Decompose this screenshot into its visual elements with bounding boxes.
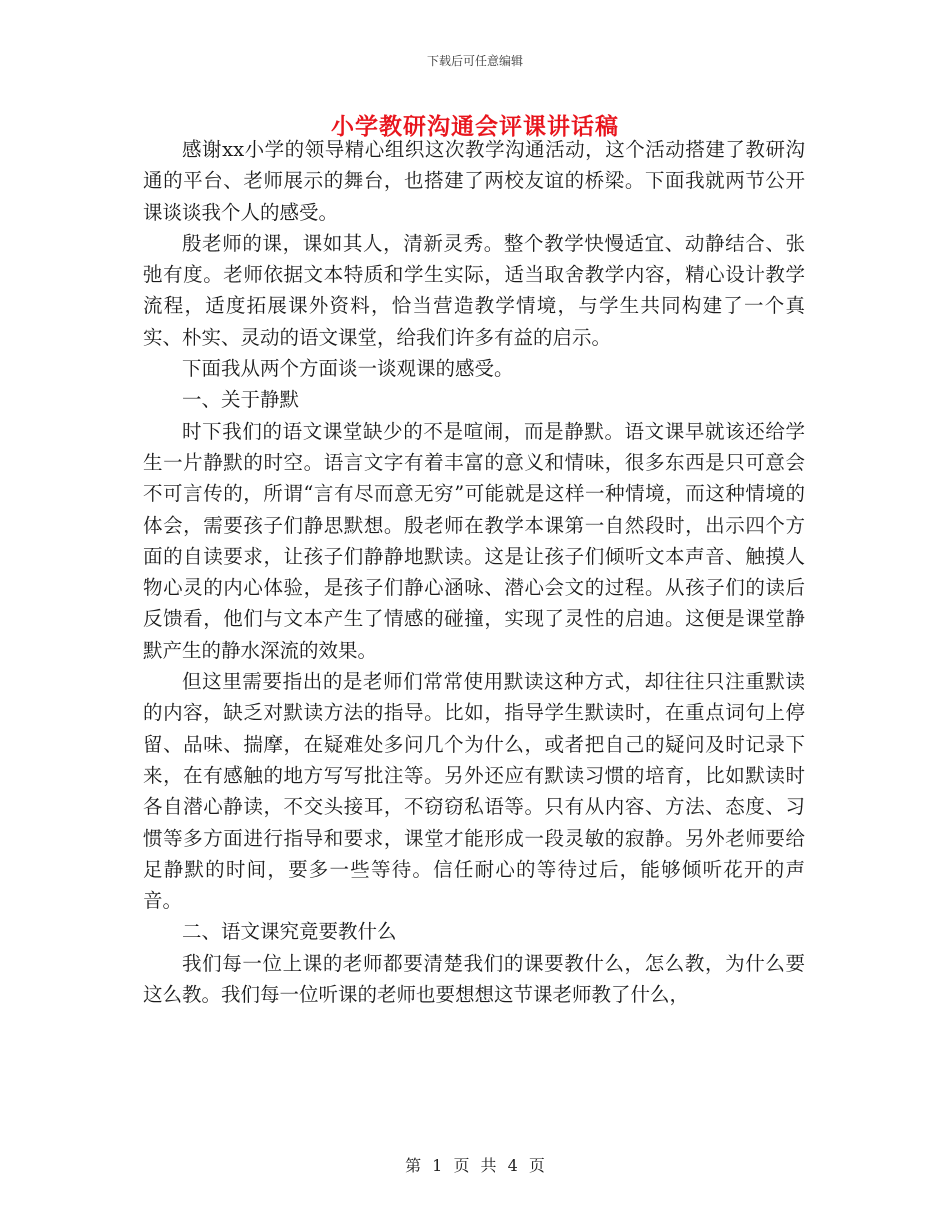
document-title: 小学教研沟通会评课讲话稿 [331,113,619,140]
document-body [143,134,805,1010]
paragraph-5: 但这里需要指出的是老师们常常使用默读这种方式，却往往只注重默读的内容，缺乏对默读方法的指导。比如，指导学生默读时，在重点词句上停留、品味、揣摩，在疑难处多问几个为什么，或者把自己的疑问及时记录下来，在有感触的地方写写批注等。另外还应有默读习惯的培育，比如默读时各自潜心静读，不交头接耳，不窃窃私语等。只有从内容、方法、态度、习惯等多方面进行指导和要求，课堂才能形成一段灵敏的寂静。另外老师要给足静默的时间，要多一些等待。信任耐心的等待过后，能够倾听花开的声音。 [143,670,805,913]
paragraph-2: 殷老师的课，课如其人，清新灵秀。整个教学快慢适宜、动静结合、张弛有度。老师依据文本特质和学生实际，适当取舍教学内容，精心设计教学流程，适度拓展课外资料，恰当营造教学情境，与学生共同构建了一个真实、朴实、灵动的语文课堂，给我们许多有益的启示。 [143,231,805,349]
section-heading-1: 一、关于静默 [182,388,300,412]
paragraph-6: 我们每一位上课的老师都要清楚我们的课要教什么，怎么教，为什么要这么教。我们每一位听课的老师也要想想这节课老师教了什么， [143,951,805,1007]
paragraph-1: 感谢xx小学的领导精心组织这次教学沟通活动，这个活动搭建了教研沟通的平台、老师展示的舞台，也搭建了两校友谊的桥梁。下面我就两节公开课谈谈我个人的感受。 [143,138,805,224]
header-note: 下载后可任意编辑 [426,54,523,68]
paragraph-3: 下面我从两个方面谈一谈观课的感受。 [182,357,514,381]
section-heading-2: 二、语文课究竟要教什么 [182,920,397,944]
paragraph-4: 时下我们的语文课堂缺少的不是喧闹，而是静默。语文课早就该还给学生一片静默的时空。语言文字有着丰富的意义和情味，很多东西是只可意会不可言传的，所谓“言有尽而意无穷”可能就是这样一种情境，而这种情境的体会，需要孩子们静思默想。殷老师在教学本课第一自然段时，出示四个方面的自读要求，让孩子们静静地默读。这是让孩子们倾听文本声音、触摸人物心灵的内心体验，是孩子们静心涵咏、潜心会文的过程。从孩子们的读后反馈看，他们与文本产生了情感的碰撞，实现了灵性的启迪。这便是课堂静默产生的静水深流的效果。 [143,419,805,662]
page-number: 第 1 页 共 4 页 [405,1156,545,1175]
